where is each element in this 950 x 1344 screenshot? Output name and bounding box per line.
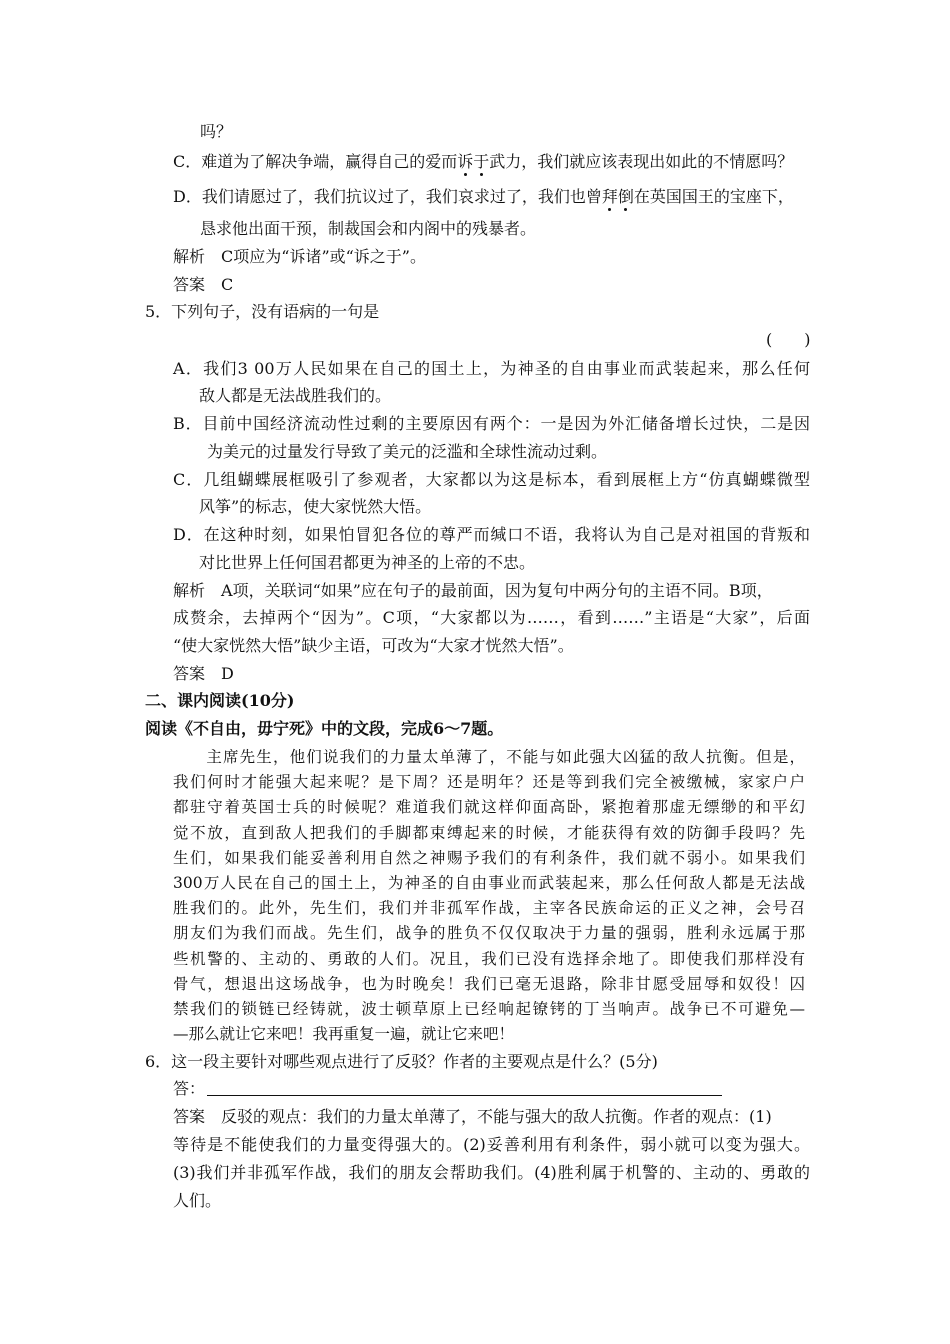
answer-blank[interactable] <box>207 1081 722 1096</box>
answer-label: 答案 <box>173 275 206 294</box>
q4-option-d-suffix: 在英国国王的宝座下， <box>633 187 794 206</box>
passage-line: 骨气，想退出这场战争，也为时晚矣！我们已毫无退路，除非甘愿受屈辱和奴役！囚 <box>173 974 805 993</box>
answer-text: D <box>221 664 234 683</box>
passage-line: —那么就让它来吧！我再重复一遍，就让它来吧！ <box>173 1025 515 1044</box>
q5-option-b-line1: B．目前中国经济流动性过剩的主要原因有两个：一是因为外汇储备增长过快，二是因 <box>173 414 810 433</box>
q5-stem: 5．下列句子，没有语病的一句是 <box>145 302 380 321</box>
passage-line: 胜我们的。此外，先生们，我们并非孤军作战，主宰各民族命运的正义之神，会号召 <box>173 899 805 918</box>
analysis-label: 解析 <box>173 581 206 600</box>
emphasis-dot-char: 拜 <box>601 187 618 206</box>
passage-line: 朋友们为我们而战。先生们，战争的胜负不仅仅取决于力量的强弱，胜利永远属于那 <box>173 924 805 943</box>
q5-analysis-line1 <box>173 581 805 601</box>
passage-line: 些机警的、主动的、勇敢的人们。况且，我们已没有选择余地了。即使我们那样没有 <box>173 949 805 968</box>
answer-prompt: 答： <box>173 1079 206 1098</box>
q4-option-d-prefix: D．我们请愿过了，我们抗议过了，我们哀求过了，我们也曾 <box>173 187 602 206</box>
emphasis-dot-char: 诉 <box>457 152 474 171</box>
section-heading: 二、课内阅读(10分) <box>145 691 295 710</box>
answer-text: C <box>221 275 234 294</box>
q6-answer-line3: (3)我们并非孤军作战，我们的朋友会帮助我们。(4)胜利属于机警的、主动的、勇敢的 <box>173 1163 810 1182</box>
q4-option-d <box>173 187 794 207</box>
q5-option-d-line1: D．在这种时刻，如果怕冒犯各位的尊严而缄口不语，我将认为自己是对祖国的背叛和 <box>173 525 810 544</box>
q6-answer-line1 <box>173 1107 810 1127</box>
answer-label: 答案 <box>173 1107 206 1126</box>
passage-line: 300万人民在自己的国土上，为神圣的自由事业而武装起来，那么任何敌人都是无法战 <box>173 874 805 893</box>
reading-passage <box>173 745 805 1047</box>
q4-answer <box>173 275 233 295</box>
q6-answer-line2: 等待是不能使我们的力量变得强大的。(2)妥善利用有利条件，弱小就可以变为强大。 <box>173 1135 810 1154</box>
q6-stem: 6．这一段主要针对哪些观点进行了反驳？作者的主要观点是什么？(5分) <box>145 1052 658 1071</box>
q6-answer-line <box>173 1079 722 1099</box>
q4-option-a-continuation: 吗？ <box>200 122 233 141</box>
q5-option-a-line1: A．我们3 00万人民如果在自己的国土上，为神圣的自由事业而武装起来，那么任何 <box>173 359 810 378</box>
q4-option-c-prefix: C．难道为了解决争端，赢得自己的爱而 <box>173 152 458 171</box>
q4-option-c <box>173 152 793 172</box>
answer-label: 答案 <box>173 664 206 683</box>
emphasis-dot-char: 倒 <box>617 187 634 206</box>
answer-paren: ( ) <box>766 330 811 349</box>
emphasis-dot-char: 于 <box>473 152 490 171</box>
q5-option-b-line2: 为美元的过量发行导致了美元的泛滥和全球性流动过剩。 <box>207 442 608 461</box>
q4-option-d-line2: 恳求他出面干预，制裁国会和内阁中的残暴者。 <box>200 219 537 238</box>
passage-line: 禁我们的锁链已经铸就，波士顿草原上已经响起镣铐的丁当响声。战争已不可避免— <box>173 1000 805 1019</box>
q5-option-c-line1: C．几组蝴蝶展框吸引了参观者，大家都以为这是标本，看到展框上方“仿真蝴蝶微型 <box>173 470 810 489</box>
passage-line: 我们何时才能强大起来呢？是下周？还是明年？还是等到我们完全被缴械，家家户户 <box>173 773 805 792</box>
q6-answer-line4: 人们。 <box>173 1191 222 1210</box>
analysis-label: 解析 <box>173 247 206 266</box>
analysis-text: A项，关联词“如果”应在句子的最前面，因为复句中两分句的主语不同。B项， <box>221 581 773 600</box>
q5-option-c-line2: 风筝”的标志，使大家恍然大悟。 <box>199 497 432 516</box>
q5-option-d-line2: 对比世界上任何国君都更为神圣的上帝的不忠。 <box>199 553 536 572</box>
q5-option-a-line2: 敌人都是无法战胜我们的。 <box>199 386 392 405</box>
passage-line: 都驻守着英国士兵的时候呢？难道我们就这样仰面高卧，紧抱着那虚无缥缈的和平幻 <box>173 798 805 817</box>
q5-answer <box>173 664 234 684</box>
reading-instruction: 阅读《不自由，毋宁死》中的文段，完成6～7题。 <box>145 719 504 738</box>
answer-text: 反驳的观点：我们的力量太单薄了，不能与强大的敌人抗衡。作者的观点：(1) <box>221 1107 772 1126</box>
q4-option-c-suffix: 武力，我们就应该表现出如此的不情愿吗？ <box>489 152 794 171</box>
q4-analysis <box>173 247 426 267</box>
q5-analysis-line2: 成赘余，去掉两个“因为”。C项，“大家都以为……，看到……”主语是“大家”，后面 <box>173 608 810 627</box>
analysis-text: C项应为“诉诸”或“诉之于”。 <box>221 247 426 266</box>
passage-line: 主席先生，他们说我们的力量太单薄了，不能与如此强大凶猛的敌人抗衡。但是， <box>173 748 805 766</box>
passage-line: 生们，如果我们能妥善利用自然之神赐予我们的有利条件，我们就不弱小。如果我们 <box>173 848 805 867</box>
passage-line: 觉不放，直到敌人把我们的手脚都束缚起来的时候，才能获得有效的防御手段吗？先 <box>173 823 805 842</box>
q5-analysis-line3: “使大家恍然大悟”缺少主语，可改为“大家才恍然大悟”。 <box>173 636 574 655</box>
